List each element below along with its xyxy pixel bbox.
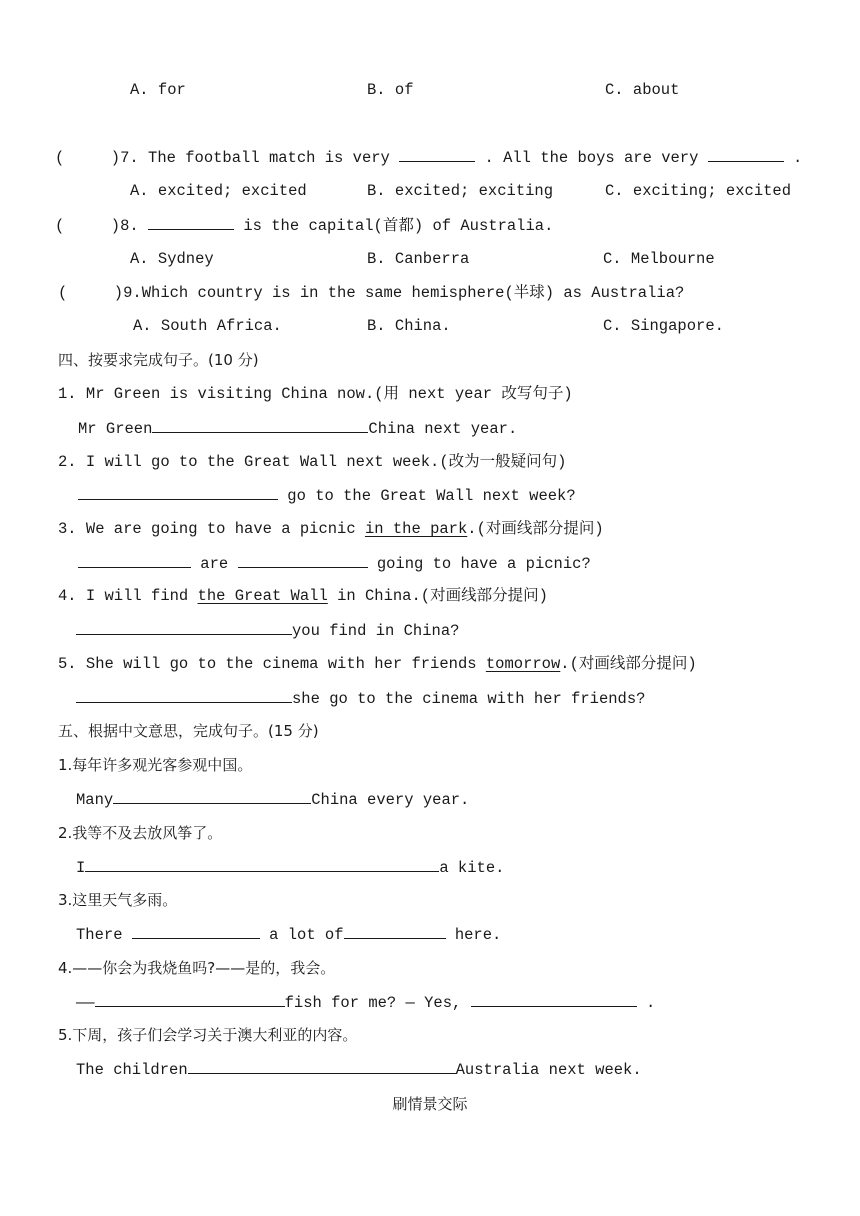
s4-q3 — [58, 519, 604, 539]
question-7 — [55, 147, 802, 168]
s4-a3-blank-1[interactable] — [78, 553, 191, 568]
q7-stem-3: . — [783, 149, 803, 167]
s4-q2: 2. I will go to the Great Wall next week.(改为一般疑问句) — [58, 453, 567, 471]
s4-q5-post: .(对画线部分提问) — [560, 655, 697, 673]
s4-a4-post: you find in China? — [292, 622, 460, 640]
s5-a3-blank-1[interactable] — [132, 924, 260, 939]
s4-q3-underlined: in the park — [364, 520, 468, 538]
q7-stem: The football match is very — [138, 149, 400, 167]
s5-a2 — [76, 857, 504, 878]
s5-q2: 2.我等不及去放风筝了。 — [58, 824, 223, 842]
q8-stem: is the capital(首都) of Australia. — [234, 217, 554, 235]
s5-a1-blank[interactable] — [113, 789, 311, 804]
s4-a5-post: she go to the cinema with her friends? — [292, 690, 646, 708]
s4-q4-underlined: the Great Wall — [197, 587, 328, 605]
s4-a2-blank[interactable] — [78, 485, 278, 500]
q7-option-b: B. excited; exciting — [367, 182, 554, 200]
q9-option-c: C. Singapore. — [603, 317, 724, 335]
q7-option-a: A. excited; excited — [130, 182, 307, 200]
s5-q4: 4.——你会为我烧鱼吗?——是的，我会。 — [58, 959, 336, 977]
s5-a5-pre: The children — [76, 1061, 188, 1079]
s4-a2 — [78, 485, 576, 506]
q6-option-b: B. of — [367, 81, 414, 99]
s5-a3-post: here. — [445, 926, 502, 944]
q9-option-b: B. China. — [367, 317, 451, 335]
s4-q4-post: in China.(对画线部分提问) — [327, 587, 548, 605]
section-4-heading: 四、按要求完成句子。(10 分) — [58, 351, 259, 369]
s5-a3-blank-2[interactable] — [344, 924, 446, 939]
q8-blank[interactable] — [148, 215, 234, 230]
s4-q1: 1. Mr Green is visiting China now.(用 next year 改写句子) — [58, 385, 573, 403]
q7-blank-1[interactable] — [399, 147, 475, 162]
footer-label: 刷情景交际 — [392, 1095, 468, 1113]
s5-q5: 5.下周，孩子们会学习关于澳大利亚的内容。 — [58, 1026, 358, 1044]
s5-a3-mid: a lot of — [259, 926, 344, 944]
s4-q3-pre: 3. We are going to have a picnic — [58, 520, 365, 538]
s5-a4-blank-2[interactable] — [471, 992, 637, 1007]
s4-q3-post: .(对画线部分提问) — [467, 520, 604, 538]
q7-stem-2: . All the boys are very — [475, 149, 708, 167]
s5-a5-post: Australia next week. — [455, 1061, 642, 1079]
s4-a2-post: go to the Great Wall next week? — [278, 487, 576, 505]
q9-option-a: A. South Africa. — [133, 317, 282, 335]
s4-q4-pre: 4. I will find — [58, 587, 198, 605]
question-9 — [58, 283, 684, 303]
s4-a3 — [78, 553, 591, 574]
s4-a3-mid: are — [191, 555, 238, 573]
s5-a5-blank[interactable] — [188, 1059, 456, 1074]
s5-a5 — [76, 1059, 642, 1080]
q8-option-a: A. Sydney — [130, 250, 214, 268]
s5-a2-post: a kite. — [439, 859, 505, 877]
s4-a1-post: China next year. — [368, 420, 518, 438]
s5-a3 — [76, 924, 501, 945]
s4-q5-pre: 5. She will go to the cinema with her friends — [58, 655, 486, 673]
s5-a4-mid: fish for me? — Yes, — [284, 994, 471, 1012]
q7-blank-2[interactable] — [708, 147, 784, 162]
s4-a3-post: going to have a picnic? — [367, 555, 591, 573]
s5-a4-blank-1[interactable] — [95, 992, 285, 1007]
s5-a1-pre: Many — [76, 791, 114, 809]
q8-option-b: B. Canberra — [367, 250, 470, 268]
s5-q1: 1.每年许多观光客参观中国。 — [58, 756, 253, 774]
s5-a4-post: . — [636, 994, 656, 1012]
s4-a1-pre: Mr Green — [78, 420, 153, 438]
s5-a2-pre: I — [76, 859, 86, 877]
s4-a5-blank[interactable] — [76, 688, 292, 703]
q8-option-c: C. Melbourne — [603, 250, 715, 268]
q9-stem: Which country is in the same hemisphere(半球) as Australia? — [141, 284, 685, 302]
s4-q5-underlined: tomorrow — [485, 655, 561, 673]
s5-a3-pre: There — [76, 926, 132, 944]
q6-option-c: C. about — [605, 81, 680, 99]
s5-q3: 3.这里天气多雨。 — [58, 891, 178, 909]
s4-a4 — [76, 620, 459, 641]
s4-a1-blank[interactable] — [152, 418, 368, 433]
s4-a1 — [78, 418, 517, 439]
s5-a4-pre: —— — [76, 994, 95, 1012]
s5-a4 — [76, 992, 655, 1013]
s5-a2-blank[interactable] — [85, 857, 439, 872]
s4-a4-blank[interactable] — [76, 620, 292, 635]
q6-option-a: A. for — [130, 81, 186, 99]
question-8 — [55, 215, 553, 236]
q7-option-c: C. exciting; excited — [605, 182, 792, 200]
s5-a1 — [76, 789, 469, 810]
s4-a3-blank-2[interactable] — [238, 553, 368, 568]
answer-paren: ( )9. — [58, 284, 142, 302]
s4-a5 — [76, 688, 645, 709]
answer-paren: ( )7. — [55, 149, 139, 167]
s4-q4 — [58, 586, 548, 606]
answer-paren: ( )8. — [55, 217, 139, 235]
section-5-heading: 五、根据中文意思，完成句子。(15 分) — [58, 722, 319, 740]
s4-q5 — [58, 654, 697, 674]
s5-a1-post: China every year. — [311, 791, 470, 809]
